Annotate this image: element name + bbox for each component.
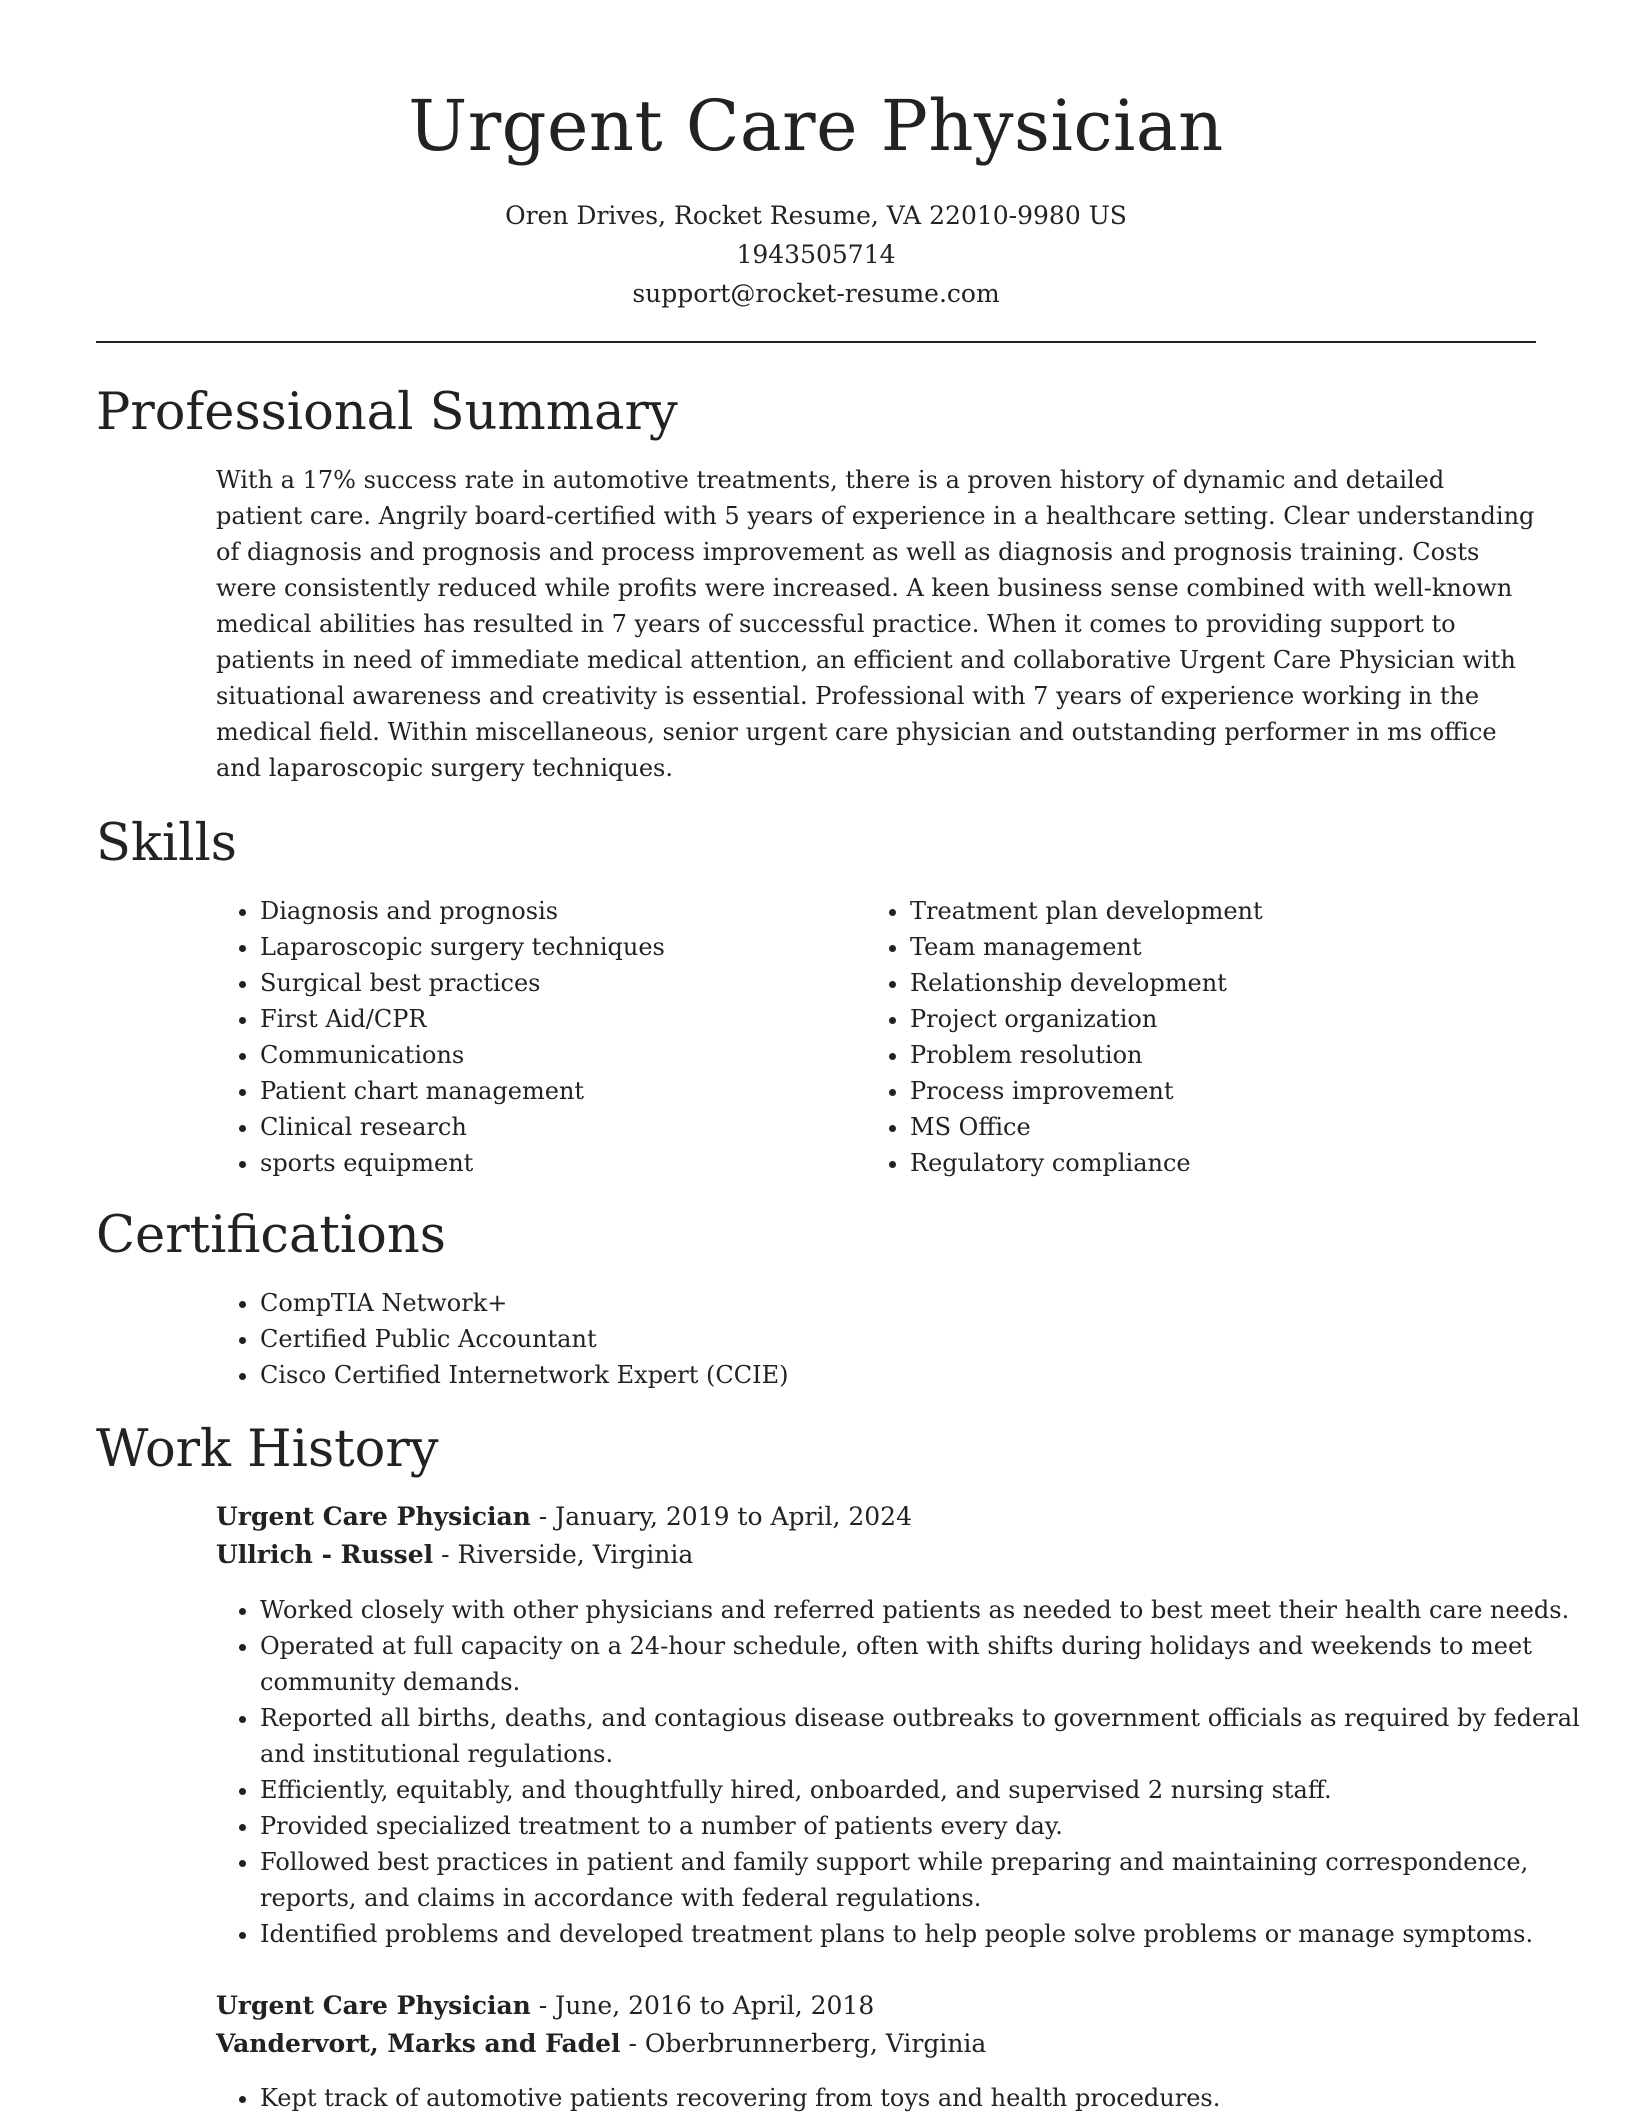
list-item: • Relationship development [910, 965, 1570, 1001]
skills-heading: Skills [96, 814, 237, 873]
list-item: • Surgical best practices [260, 965, 860, 1001]
job-title: Urgent Care Physician [216, 1991, 531, 2020]
list-item: • sports equipment [260, 1145, 860, 1181]
list-item: • CompTIA Network+ [260, 1285, 1580, 1321]
job-header [216, 1987, 1536, 2063]
list-item: • Identified problems and developed treatment plans to help people solve problems or manage symptoms. [260, 1916, 1580, 1952]
job-header [216, 1498, 1536, 1574]
list-item: • Diagnosis and prognosis [260, 893, 860, 929]
list-item: • Followed best practices in patient and family support while preparing and maintaining correspondence, reports, and claims in accordance with federal regulations. [260, 1844, 1580, 1916]
skills-list-left [216, 893, 860, 1181]
resume-header [0, 0, 1632, 313]
job-dates: - June, 2016 to April, 2018 [530, 1991, 875, 2020]
job-company-line [216, 2025, 1536, 2063]
list-item: • Treatment plan development [910, 893, 1570, 929]
list-item: • Cisco Certified Internetwork Expert (CCIE) [260, 1357, 1580, 1393]
skills-list-right [866, 893, 1570, 1181]
list-item: • Certified Public Accountant [260, 1321, 1580, 1357]
job-company: Vandervort, Marks and Fadel [216, 2029, 621, 2058]
job-title-line [216, 1987, 1536, 2025]
job-bullets [216, 2080, 1580, 2112]
summary-text: With a 17% success rate in automotive treatments, there is a proven history of dynamic and detailed patient care. Angrily board-certified with 5 years of experience in a healthcare setting. Clear understanding of diagnosis and prognosis and process improvement as well as diagnosis and prognosis training. Costs were consistently reduced while profits were increased. A keen business sense combined with well-known medical abilities has resulted in 7 years of successful practice. When it comes to providing support to patients in need of immediate medical attention, an efficient and collaborative Urgent Care Physician with situational awareness and creativity is essential. Professional with 7 years of experience working in the medical field. Within miscellaneous, senior urgent care physician and outstanding performer in ms office and laparoscopic surgery techniques. [216, 466, 1535, 782]
list-item: • Reported all births, deaths, and contagious disease outbreaks to government officials as required by federal and institutional regulations. [260, 1700, 1580, 1772]
job-company-line [216, 1536, 1536, 1574]
page-title: Urgent Care Physician [408, 85, 1224, 167]
list-item: • Provided specialized treatment to a number of patients every day. [260, 1808, 1580, 1844]
list-item: • Operated at full capacity on a 24-hour schedule, often with shifts during holidays and weekends to meet community demands. [260, 1628, 1580, 1700]
header-divider [96, 341, 1536, 343]
list-item: • Efficiently, equitably, and thoughtfully hired, onboarded, and supervised 2 nursing staff. [260, 1772, 1580, 1808]
list-item: • MS Office [910, 1109, 1570, 1145]
email-text: support@rocket-resume.com [632, 279, 1000, 308]
job-company: Ullrich - Russel [216, 1540, 434, 1569]
job-bullets [216, 1592, 1580, 1952]
list-item: • Worked closely with other physicians and referred patients as needed to best meet their health care needs. [260, 1592, 1580, 1628]
list-item: • Process improvement [910, 1073, 1570, 1109]
list-item: • First Aid/CPR [260, 1001, 860, 1037]
certifications-list [216, 1285, 1580, 1393]
list-item: • Problem resolution [910, 1037, 1570, 1073]
list-item: • Patient chart management [260, 1073, 860, 1109]
list-item: • Regulatory compliance [910, 1145, 1570, 1181]
list-item: • Project organization [910, 1001, 1570, 1037]
list-item: • Kept track of automotive patients recovering from toys and health procedures. [260, 2080, 1580, 2112]
list-item: • Communications [260, 1037, 860, 1073]
list-item: • Clinical research [260, 1109, 860, 1145]
address-text: Oren Drives, Rocket Resume, VA 22010-9980 US [505, 201, 1127, 230]
job-title: Urgent Care Physician [216, 1502, 531, 1531]
job-dates: - January, 2019 to April, 2024 [530, 1502, 912, 1531]
certifications-heading: Certifications [96, 1206, 446, 1265]
job-location: - Riverside, Virginia [433, 1540, 694, 1569]
job-location: - Oberbrunnerberg, Virginia [620, 2029, 987, 2058]
summary-heading: Professional Summary [96, 383, 678, 442]
list-item: • Team management [910, 929, 1570, 965]
work-history-heading: Work History [96, 1420, 439, 1479]
contact-info [0, 196, 1632, 313]
list-item: • Laparoscopic surgery techniques [260, 929, 860, 965]
phone-text: 1943505714 [736, 240, 896, 269]
job-title-line [216, 1498, 1536, 1536]
